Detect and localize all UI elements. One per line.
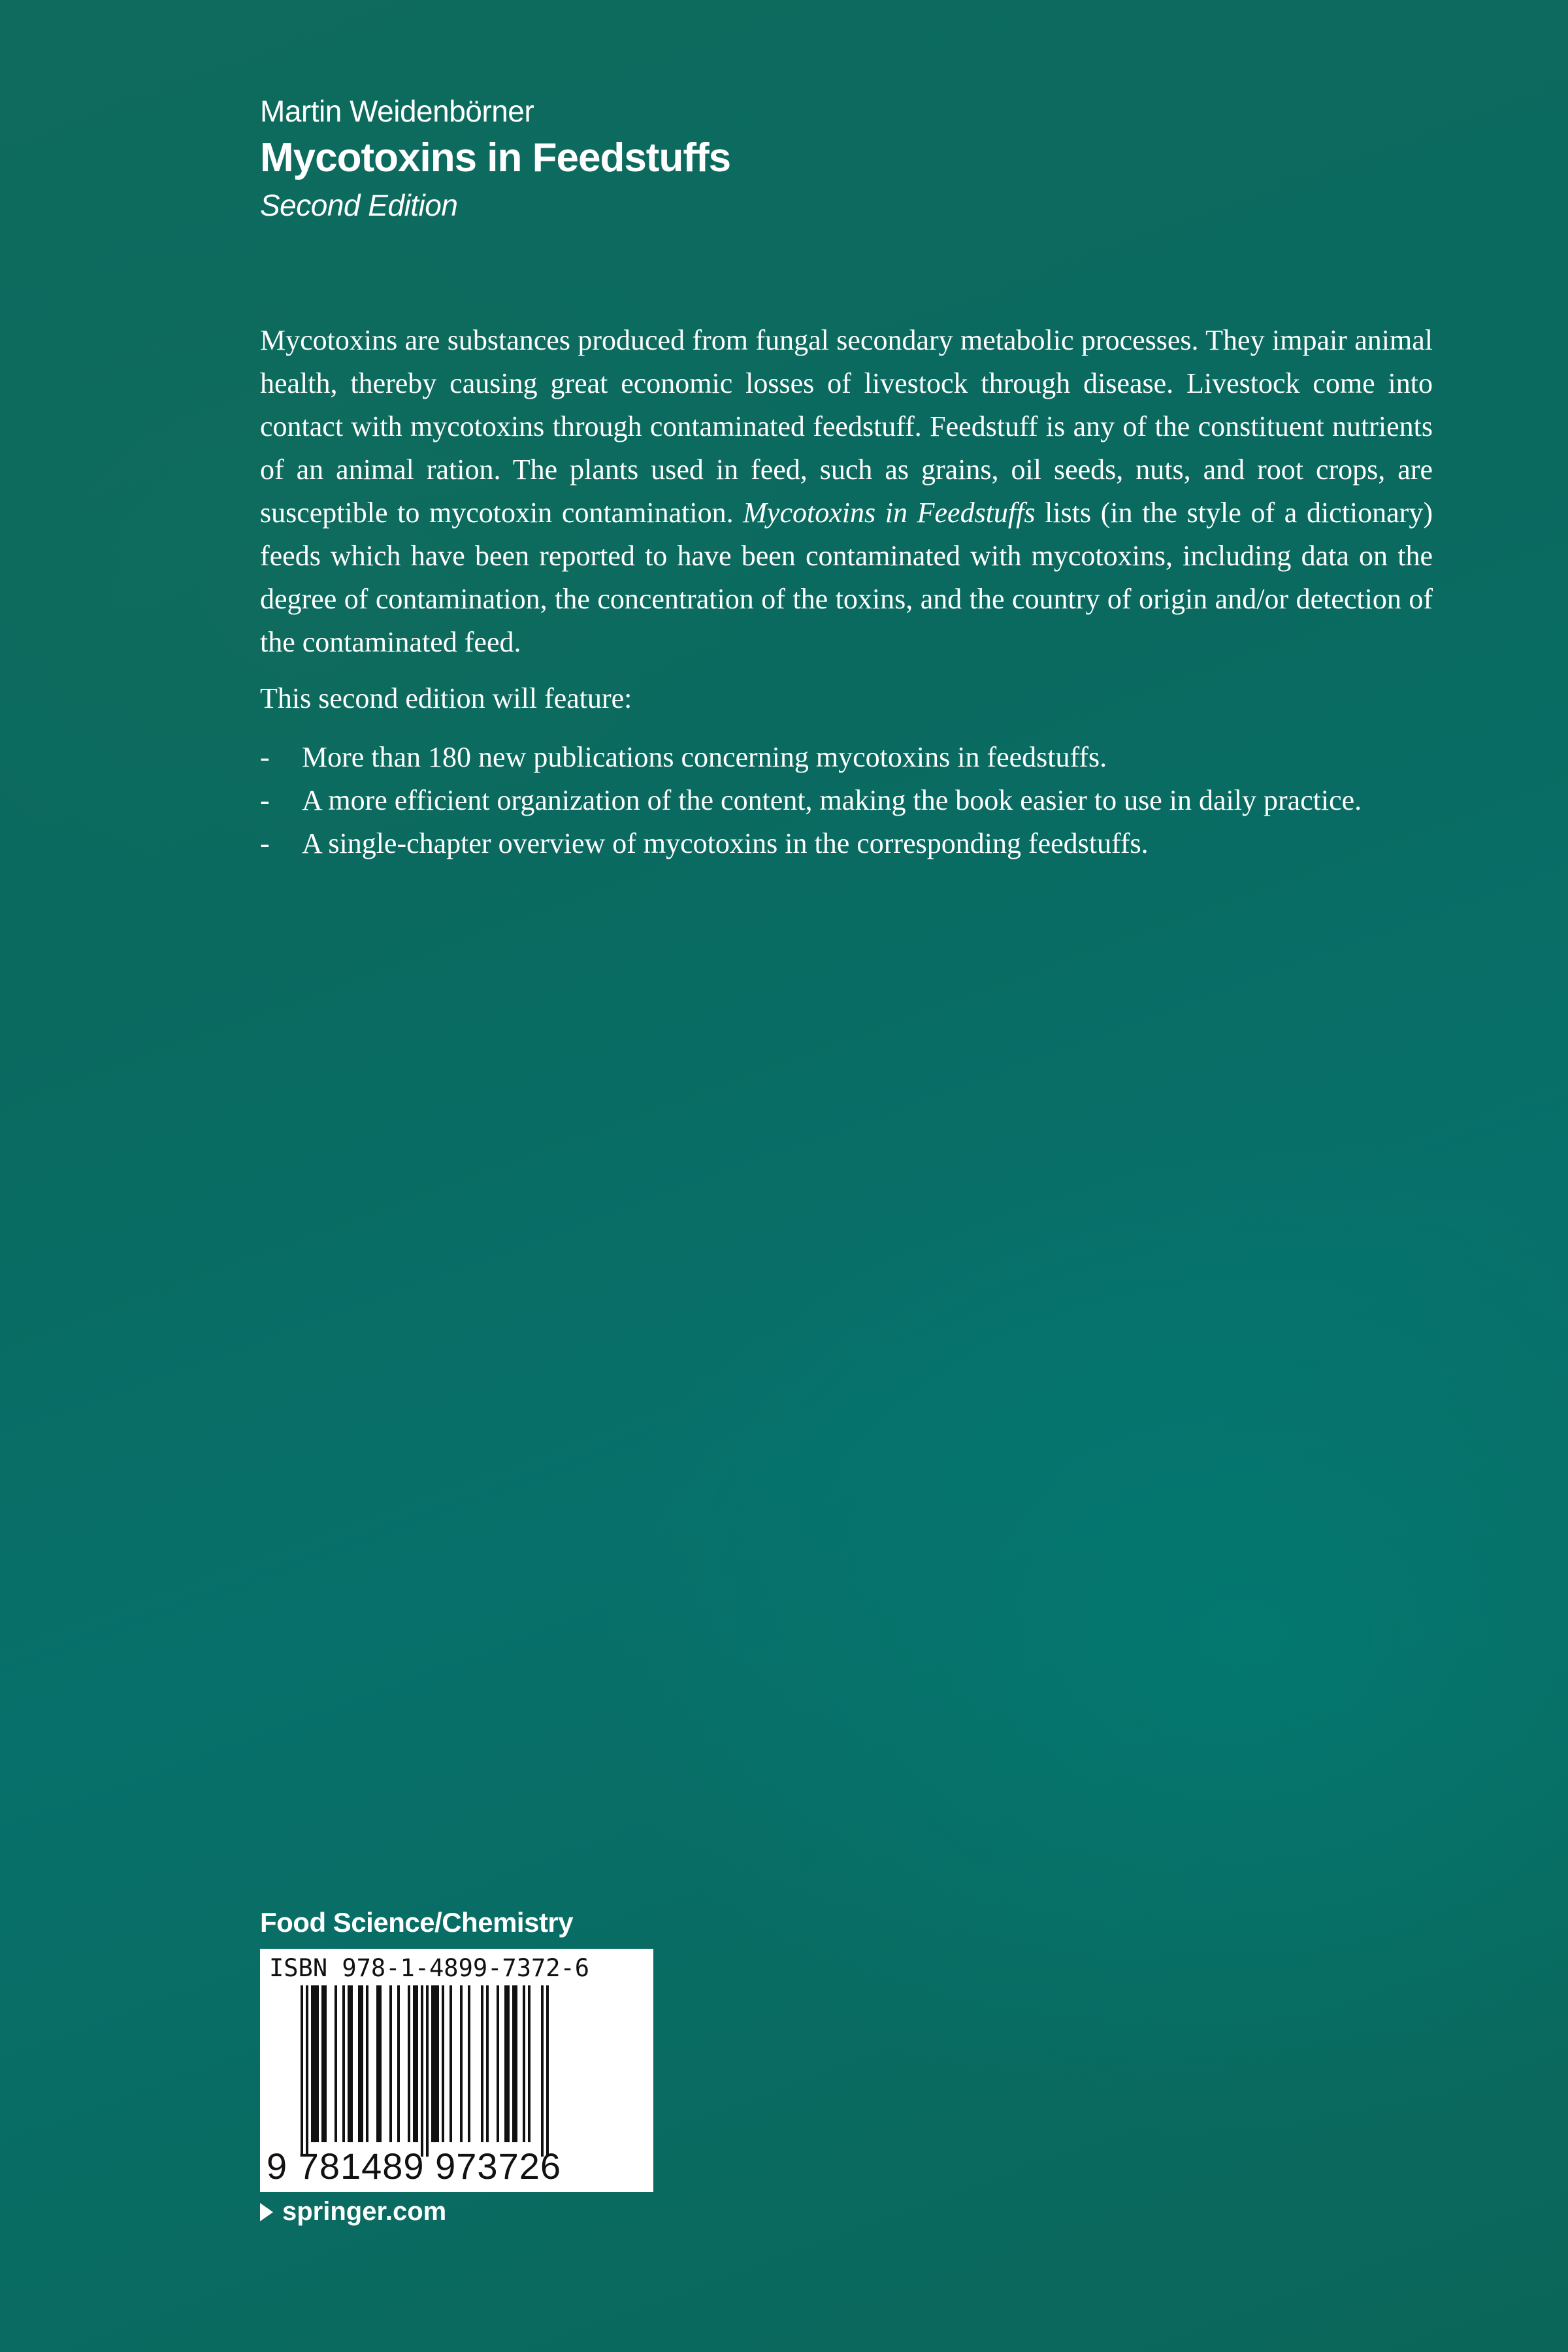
barcode-bar bbox=[512, 1985, 515, 2142]
barcode-bar bbox=[416, 1985, 418, 2142]
feature-text: More than 180 new publications concerning mycotoxins in feedstuffs. bbox=[302, 741, 1107, 773]
barcode-bar bbox=[314, 1985, 316, 2142]
barcode-bar bbox=[434, 1985, 436, 2142]
publisher-link[interactable] bbox=[260, 2197, 446, 2227]
list-dash: - bbox=[260, 827, 270, 859]
list-dash: - bbox=[260, 784, 270, 816]
description bbox=[260, 319, 1433, 865]
barcode-bar bbox=[358, 1985, 361, 2142]
barcode-bar bbox=[436, 1985, 439, 2142]
arrow-right-icon bbox=[260, 2203, 273, 2221]
barcode-bar bbox=[468, 1985, 470, 2142]
barcode-bar bbox=[379, 1985, 382, 2142]
feature-text: A single-chapter overview of mycotoxins in the corresponding feedstuffs. bbox=[302, 827, 1149, 859]
barcode-bar bbox=[311, 1985, 314, 2142]
barcode-bar bbox=[321, 1985, 324, 2142]
feature-text: A more efficient organization of the content, making the book easier to use in daily practice. bbox=[302, 784, 1362, 816]
publisher-name: springer.com bbox=[282, 2197, 447, 2226]
list-item bbox=[260, 736, 1433, 779]
barcode-bar bbox=[335, 1985, 337, 2142]
barcode-bar bbox=[397, 1985, 400, 2142]
barcode-bar bbox=[546, 1985, 549, 2157]
header bbox=[260, 91, 1436, 225]
list-item bbox=[260, 779, 1433, 822]
barcode-bar bbox=[350, 1985, 353, 2142]
barcode-bar bbox=[376, 1985, 379, 2142]
book-title: Mycotoxins in Feedstuffs bbox=[260, 135, 731, 180]
features-list bbox=[260, 736, 1433, 865]
description-title-italic: Mycotoxins in Feedstuffs bbox=[743, 497, 1036, 529]
barcode-bar bbox=[301, 1985, 303, 2157]
edition-label: Second Edition bbox=[260, 188, 458, 222]
barcode-bar bbox=[316, 1985, 319, 2142]
barcode-bar bbox=[431, 1985, 434, 2142]
barcode-bar bbox=[426, 1985, 429, 2157]
features-intro: This second edition will feature: bbox=[260, 682, 632, 714]
barcode-bar bbox=[523, 1985, 525, 2142]
barcode-bar bbox=[442, 1985, 444, 2142]
barcode-bar bbox=[449, 1985, 452, 2142]
barcode-bar bbox=[504, 1985, 507, 2142]
barcode-bar bbox=[408, 1985, 410, 2142]
list-dash: - bbox=[260, 741, 270, 773]
barcode-bar bbox=[460, 1985, 463, 2142]
barcode-bar bbox=[486, 1985, 489, 2142]
list-item bbox=[260, 822, 1433, 865]
barcode-bar bbox=[507, 1985, 510, 2142]
subject-category: Food Science/Chemistry bbox=[260, 1907, 574, 1938]
barcode-bar bbox=[324, 1985, 327, 2142]
barcode-bar bbox=[481, 1985, 483, 2142]
isbn-text: ISBN 978-1-4899-7372-6 bbox=[269, 1954, 590, 1982]
barcode-bar bbox=[421, 1985, 423, 2157]
description-text-2: lists (in the style of a dictionary) feeds which have been reported to have been contaminated with mycotoxins, including data on the degree of contamination, the concentration of the toxins, and the country of origin and/or detection of the contaminated feed. bbox=[260, 497, 1433, 658]
ean-digits: 9 781489 973726 bbox=[267, 2145, 561, 2187]
description-paragraph bbox=[260, 319, 1433, 664]
barcode-bar bbox=[306, 1985, 308, 2157]
barcode-bar bbox=[515, 1985, 517, 2142]
barcode-bar bbox=[348, 1985, 350, 2142]
barcode-bar bbox=[389, 1985, 392, 2142]
barcode-bar bbox=[366, 1985, 368, 2142]
description-text-1: Mycotoxins are substances produced from fungal secondary metabolic processes. They impair animal health, thereby causing great economic losses of livestock through disease. Livestock come into contact with mycotoxins through contaminated feedstuff. Feedstuff is any of the constituent nutrients of an animal ration. The plants used in feed, such as grains, oil seeds, nuts, and root crops, are susceptible to mycotoxin contamination. bbox=[260, 324, 1433, 529]
barcode-bar bbox=[497, 1985, 499, 2142]
barcode-bar bbox=[413, 1985, 416, 2142]
author-name: Martin Weidenbörner bbox=[260, 94, 534, 128]
barcode-bar bbox=[541, 1985, 544, 2157]
isbn-barcode bbox=[260, 1949, 653, 2192]
barcode-bar bbox=[342, 1985, 345, 2142]
barcode-bar bbox=[528, 1985, 531, 2142]
barcode-bar bbox=[361, 1985, 363, 2142]
